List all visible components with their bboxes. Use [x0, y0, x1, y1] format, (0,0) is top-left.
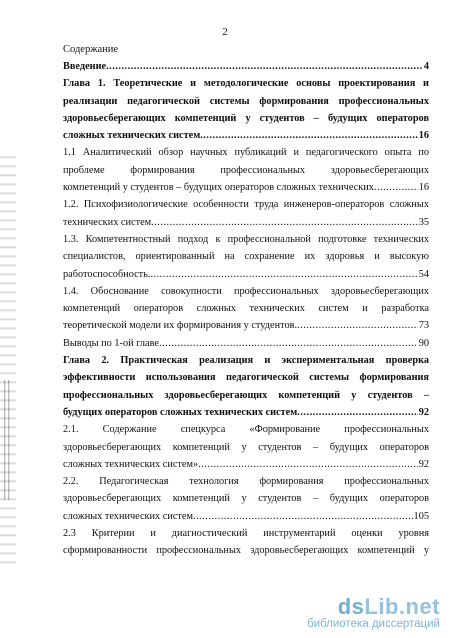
toc-line: 1.3. Компетентностный подход к профессиональной подготовке технических: [63, 233, 429, 245]
toc-line: работоспособность.: [63, 268, 151, 280]
toc-line: сложных технических систем»: [63, 458, 199, 470]
toc-entry: [63, 144, 429, 196]
dot-leader: [150, 266, 417, 283]
toc-page-number: 4: [423, 61, 429, 72]
toc-line: эффективности использования педагогической системы формирования: [63, 372, 429, 384]
toc-entry: [63, 335, 429, 352]
toc-entry: [63, 75, 429, 144]
toc-line: сложных технических систем: [63, 510, 194, 522]
toc-entry: [63, 283, 429, 335]
toc-leader-line: [63, 335, 429, 352]
toc-line: сложных технических систем: [63, 130, 201, 142]
toc-leader-line: [63, 214, 429, 231]
toc-entry: [63, 231, 429, 283]
toc-leader-line: [63, 127, 429, 144]
toc-entry: [63, 352, 429, 421]
dot-leader: [374, 179, 418, 196]
dot-leader: [297, 404, 417, 421]
toc-line: теоретической модели их формирования у студентов.: [63, 320, 298, 332]
toc-page-number: 90: [418, 337, 429, 349]
dot-leader: [200, 127, 417, 144]
toc-line: 1.4. Обоснование совокупности профессиональных здоровьесберегающих: [63, 285, 429, 297]
toc-page-number: 92: [418, 458, 429, 470]
toc-page-number: 35: [418, 216, 429, 228]
table-of-contents: [63, 58, 429, 560]
watermark: [307, 594, 440, 630]
toc-entry: [63, 58, 429, 75]
toc-line: Глава 1. Теоретические и методологические основы проектирования и: [63, 78, 429, 90]
toc-entry: [63, 473, 429, 525]
toc-line: Глава 2. Практическая реализация и экспериментальная проверка: [63, 355, 429, 367]
toc-line: сформированности профессиональных здоровьесберегающих компетенций у: [63, 545, 429, 557]
toc-line: Введение: [63, 61, 107, 72]
toc-leader-line: [63, 266, 429, 283]
toc-entry: [63, 525, 429, 560]
toc-line: 2.1. Содержание спецкурса «Формирование профессиональных: [63, 424, 429, 436]
toc-page-number: 105: [413, 510, 429, 522]
toc-line: компетенций у студентов – будущих операторов сложных технических: [63, 182, 374, 194]
dot-leader: [198, 456, 418, 473]
toc-line: 2.3 Критерии и диагностический инструментарий оценки уровня: [63, 528, 429, 540]
scan-edge-artifact-2: [4, 380, 12, 500]
scan-edge-artifact: [0, 150, 16, 570]
contents-heading: Содержание: [63, 44, 119, 55]
toc-leader-line: [63, 508, 429, 525]
toc-line: 2.2. Педагогическая технология формирования профессиональных: [63, 476, 429, 488]
toc-page-number: 92: [418, 406, 429, 418]
toc-page-number: 54: [418, 268, 429, 280]
toc-line: 1.1 Аналитический обзор научных публикаций и педагогического опыта по: [63, 147, 429, 159]
toc-line: будущих операторов сложных технических систем: [63, 406, 298, 418]
toc-entry: [63, 421, 429, 473]
dot-leader: [151, 214, 418, 231]
dot-leader: [193, 508, 413, 525]
toc-line: проблеме формирования профессиональных здоровьесберегающих: [63, 164, 429, 176]
watermark-logo: dsLib.net: [337, 594, 440, 619]
toc-line: здоровьесберегающих компетенций у студентов – будущих операторов: [63, 441, 429, 453]
dot-leader: [159, 335, 418, 352]
toc-leader-line: [63, 58, 429, 75]
toc-leader-line: [63, 179, 429, 196]
toc-line: 1.2. Психофизиологические особенности труда инженеров-операторов сложных: [63, 199, 429, 211]
toc-entry: [63, 196, 429, 231]
toc-line: Выводы по 1-ой главе: [63, 337, 159, 349]
toc-line: профессиональных здоровьесберегающих компетенций у студентов –: [63, 389, 429, 401]
toc-leader-line: [63, 404, 429, 421]
toc-line: компетенций операторов сложных технических систем и разработка: [63, 303, 429, 315]
toc-page-number: 16: [418, 182, 429, 194]
watermark-subtitle: библиотека диссертаций: [307, 618, 440, 630]
toc-page-number: 16: [418, 130, 429, 142]
toc-page-number: 73: [418, 320, 429, 332]
toc-line: здоровьесберегающих компетенций у студентов – будущих операторов: [63, 112, 429, 124]
toc-line: технических систем: [63, 216, 152, 228]
toc-line: реализации педагогической системы формирования профессиональных: [63, 95, 429, 107]
dot-leader: [297, 317, 418, 334]
toc-leader-line: [63, 456, 429, 473]
toc-line: специалистов, ориентированный на сохранение их здоровья и высокую: [63, 251, 429, 263]
page-number: 2: [222, 26, 228, 38]
toc-leader-line: [63, 317, 429, 334]
toc-line: здоровьесберегающих компетенций у студентов – будущих операторов: [63, 493, 429, 505]
dot-leader: [106, 58, 423, 75]
